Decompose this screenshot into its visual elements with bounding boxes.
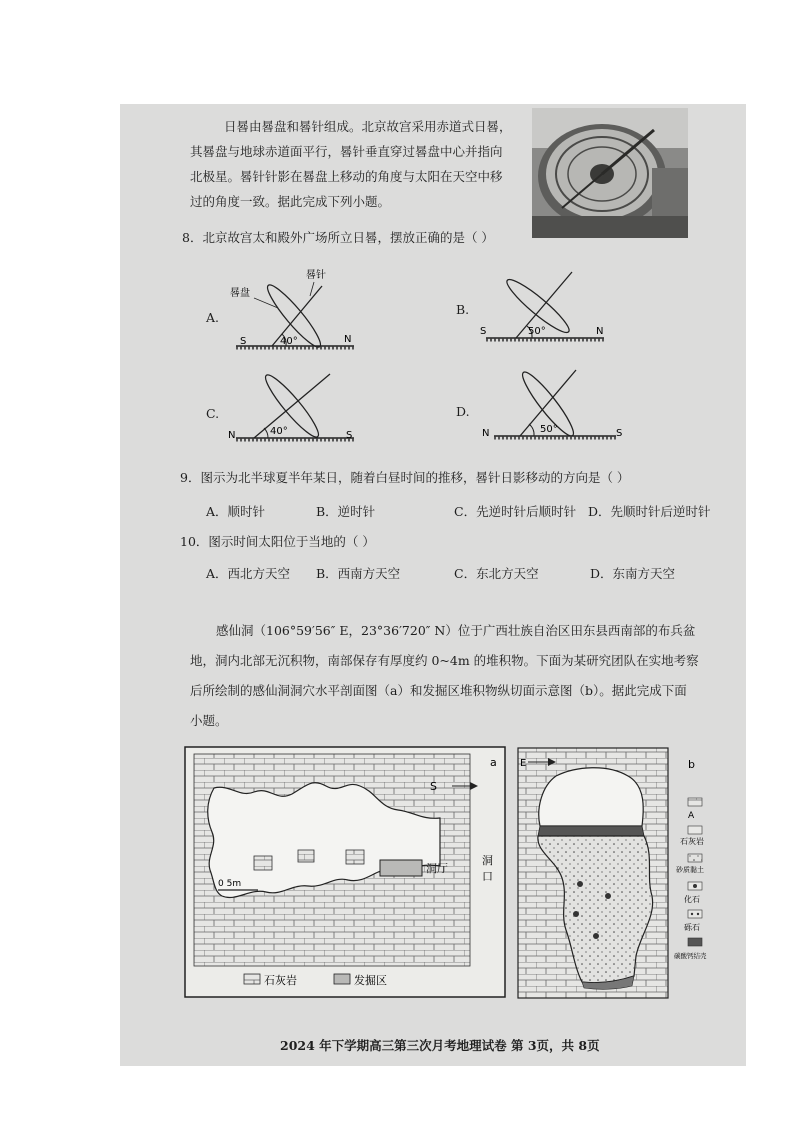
fig-a-mouth-2: 口 <box>482 870 493 883</box>
q8-option-d-letter[interactable]: D. <box>456 404 470 419</box>
fig-b-legend-3: 化石 <box>684 895 700 904</box>
fig-b-legend-5: 碳酸钙结壳 <box>674 952 707 960</box>
q8-c-right-label: S <box>346 430 353 441</box>
q8-b-angle: 50° <box>528 326 546 337</box>
fig-a-scale-label: 0 5m <box>218 879 242 889</box>
q8-a-needle-label: 晷针 <box>306 270 326 281</box>
fig-b-legend-0: A <box>688 811 695 821</box>
q8-a-angle: 40° <box>280 336 298 347</box>
page-footer: 2024 年下学期高三第三次月考地理试卷 第 3页，共 8页 <box>280 1038 600 1053</box>
q8-option-a-letter[interactable]: A. <box>206 310 220 325</box>
fig-b-tag: b <box>688 758 695 771</box>
q10-option-c[interactable]: C．东北方天空 <box>454 566 539 581</box>
fig-b-direction-label: E <box>520 758 527 769</box>
fig-a-mouth-1: 洞 <box>482 854 493 867</box>
question-10-stem: 10．图示时间太阳位于当地的（ ） <box>180 534 375 549</box>
fig-a-direction-label: S <box>430 780 437 793</box>
q8-d-right-label: S <box>616 428 623 439</box>
q8-option-c-letter[interactable]: C. <box>206 406 220 421</box>
fig-b-legend-1: 石灰岩 <box>680 837 704 846</box>
q8-option-b-diagram[interactable] <box>472 266 612 358</box>
q8-option-c-diagram[interactable] <box>222 368 362 448</box>
q8-a-right-label: N <box>344 334 352 345</box>
q9-option-b[interactable]: B．逆时针 <box>316 504 376 519</box>
q8-c-left-label: N <box>228 430 236 441</box>
q8-b-right-label: N <box>596 326 604 337</box>
intro-line-1: 日晷由晷盘和晷针组成。北京故宫采用赤道式日晷， <box>224 119 512 134</box>
q9-option-d[interactable]: D．先顺时针后逆时针 <box>588 504 711 519</box>
q9-option-c[interactable]: C．先逆时针后顺时针 <box>454 504 577 519</box>
cave-line-1: 感仙洞（106°59′56″ E，23°36′720″ N）位于广西壮族自治区田东县西南部的布兵盆 <box>216 623 696 638</box>
q8-b-left-label: S <box>480 326 487 337</box>
q8-d-angle: 50° <box>540 424 558 435</box>
q8-option-b-letter[interactable]: B. <box>456 302 470 317</box>
q8-d-left-label: N <box>482 428 490 439</box>
q10-option-d[interactable]: D．东南方天空 <box>590 566 676 581</box>
fig-b-legend-2: 砂质黏土 <box>676 866 704 874</box>
exam-page <box>120 104 746 1066</box>
fig-a-legend-limestone: 石灰岩 <box>264 974 297 987</box>
q8-a-disk-label: 晷盘 <box>230 288 250 299</box>
sundial-photo <box>532 108 688 238</box>
figure-b-profile <box>516 746 724 1002</box>
fig-a-legend-dig: 发掘区 <box>354 974 387 987</box>
fig-a-hall-label: 洞厅 <box>426 862 448 875</box>
q8-option-d-diagram[interactable] <box>472 364 632 448</box>
q10-option-b[interactable]: B．西南方天空 <box>316 566 401 581</box>
question-8-stem: 8．北京故宫太和殿外广场所立日晷，摆放正确的是（ ） <box>182 230 494 245</box>
q8-a-left-label: S <box>240 336 247 347</box>
fig-a-tag: a <box>490 756 497 769</box>
question-9-stem: 9．图示为北半球夏半年某日，随着白昼时间的推移，晷针日影移动的方向是（ ） <box>180 470 630 485</box>
q8-c-angle: 40° <box>270 426 288 437</box>
cave-line-4: 小题。 <box>190 713 228 728</box>
cave-line-2: 地，洞内北部无沉积物，南部保存有厚度约 0~4m 的堆积物。下面为某研究团队在实地考察 <box>190 653 699 668</box>
cave-line-3: 后所绘制的感仙洞洞穴水平剖面图（a）和发掘区堆积物纵切面示意图（b）。据此完成下面 <box>190 683 687 698</box>
intro-line-3: 北极星。晷针针影在晷盘上移动的角度与太阳在天空中移 <box>190 169 503 184</box>
q9-option-a[interactable]: A．顺时针 <box>206 504 266 519</box>
figure-a-cave-plan <box>184 746 506 998</box>
fig-b-legend-4: 砾石 <box>684 923 700 932</box>
q8-option-a-diagram[interactable] <box>222 264 362 356</box>
q10-option-a[interactable]: A．西北方天空 <box>206 566 291 581</box>
intro-line-2: 其晷盘与地球赤道面平行，晷针垂直穿过晷盘中心并指向 <box>190 144 503 159</box>
intro-line-4: 过的角度一致。据此完成下列小题。 <box>190 194 391 209</box>
